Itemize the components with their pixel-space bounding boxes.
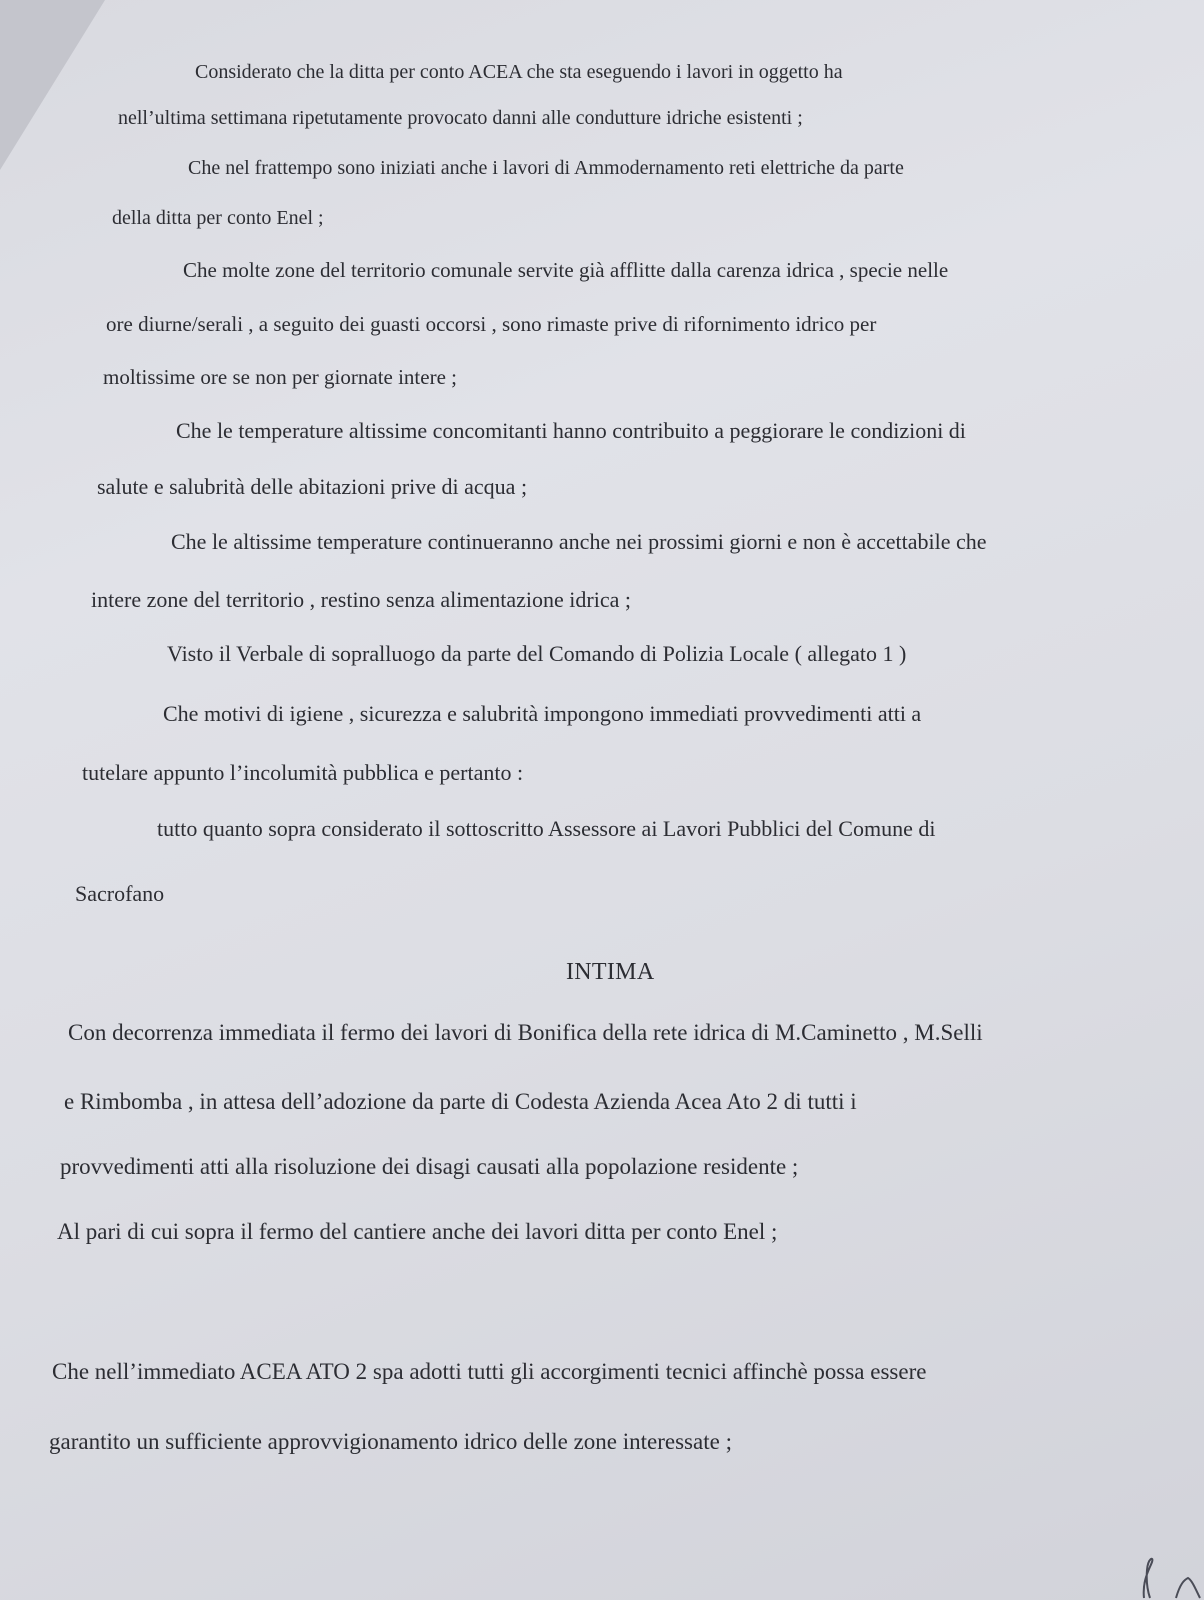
paragraph-line-11: intere zone del territorio , restino senza alimentazione idrica ; [91, 587, 631, 612]
paragraph-line-1: Considerato che la ditta per conto ACEA che sta eseguendo i lavori in oggetto ha [195, 61, 843, 83]
paragraph-line-15: tutto quanto sopra considerato il sottoscritto Assessore ai Lavori Pubblici del Comune di [157, 816, 936, 841]
paragraph-line-16: Sacrofano [75, 881, 165, 906]
order-line-6: garantito un sufficiente approvvigionamento idrico delle zone interessate ; [49, 1429, 732, 1454]
order-line-2: e Rimbomba , in attesa dell’adozione da parte di Codesta Azienda Acea Ato 2 di tutti i [64, 1089, 857, 1114]
paragraph-line-12: Visto il Verbale di sopralluogo da parte del Comando di Polizia Locale ( allegato 1 ) [167, 641, 907, 666]
order-line-4: Al pari di cui sopra il fermo del cantiere anche dei lavori ditta per conto Enel ; [57, 1219, 778, 1244]
order-line-3: provvedimenti atti alla risoluzione dei disagi causati alla popolazione residente ; [60, 1154, 799, 1179]
paragraph-line-8: Che le temperature altissime concomitanti hanno contribuito a peggiorare le condizioni di [176, 418, 966, 443]
paragraph-line-7: moltissime ore se non per giornate intere ; [103, 365, 457, 389]
paragraph-line-4: della ditta per conto Enel ; [112, 207, 324, 229]
paragraph-line-2: nell’ultima settimana ripetutamente provocato danni alle condutture idriche esistenti ; [118, 107, 803, 129]
intima-heading: INTIMA [566, 959, 655, 985]
paragraph-line-13: Che motivi di igiene , sicurezza e salubrità impongono immediati provvedimenti atti a [163, 701, 922, 726]
paragraph-line-10: Che le altissime temperature continueranno anche nei prossimi giorni e non è accettabile che [171, 529, 987, 554]
signature-ink-fragment [1114, 1540, 1204, 1600]
paragraph-line-6: ore diurne/serali , a seguito dei guasti occorsi , sono rimaste prive di rifornimento idrico per [106, 312, 877, 336]
order-line-1: Con decorrenza immediata il fermo dei lavori di Bonifica della rete idrica di M.Caminetto , M.Selli [68, 1020, 983, 1045]
paragraph-line-9: salute e salubrità delle abitazioni prive di acqua ; [97, 474, 528, 499]
paragraph-line-5: Che molte zone del territorio comunale servite già afflitte dalla carenza idrica , specie nelle [183, 258, 949, 282]
order-line-5: Che nell’immediato ACEA ATO 2 spa adotti tutti gli accorgimenti tecnici affinchè possa essere [52, 1359, 927, 1384]
paragraph-line-14: tutelare appunto l’incolumità pubblica e pertanto : [82, 760, 524, 785]
paragraph-line-3: Che nel frattempo sono iniziati anche i lavori di Ammodernamento reti elettriche da parte [188, 157, 904, 179]
